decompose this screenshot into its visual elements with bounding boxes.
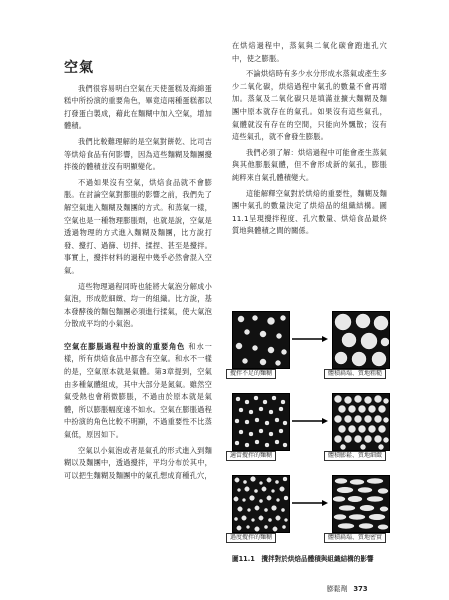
arrow-icon — [292, 336, 328, 342]
section-title: 空氣 — [64, 60, 94, 76]
paragraph: 這些物理過程同時也能將大氣泡分解成小氣泡，形成乾細緻、均一的組織。比方說，基本發酵後的麵包麵團必須進行揉氣，使大氣泡分散成平均的小氣泡。 — [64, 281, 212, 329]
figure-label: 體積扁塌、質地密實 — [324, 533, 386, 543]
figure-caption: 圖11.1 攪拌對於烘焙品體積與組織結構的影響 — [232, 555, 374, 563]
paragraph: 這能解釋空氣對於烘焙的重要性，麵糊及麵團中氣孔的數量決定了烘焙品的組織結構。圖11.1呈現攪拌程度、孔穴數量、烘焙食品最終質地與體積之間的關係。 — [232, 188, 387, 236]
left-column — [64, 40, 212, 485]
paragraph: 在烘焙過程中，蒸氣與二氧化碳會跑進孔穴中，使之膨脹。 — [232, 41, 387, 63]
page-number: 373 — [353, 585, 368, 593]
figure-row-undermixed — [232, 303, 392, 385]
right-column — [232, 40, 387, 241]
figure-row-overmixed — [232, 467, 392, 549]
paragraph: 不論烘焙時有多少水分形成水蒸氣或產生多少二氧化碳，烘焙過程中氣孔的數量不會再增加。蒸氣及二氧化碳只是填滿並擴大麵糊及麵團中原本就存在的氣孔。如果沒有這些氣孔，氣體就沒有存在的空間，只能向外飄散；沒有這些氣孔，就不會發生膨脹。 — [232, 69, 387, 142]
arrow-icon — [292, 500, 328, 506]
paragraph: 我們很容易明白空氣在天使蛋糕及海綿蛋糕中所扮演的重要角色，畢竟這兩種蛋糕都以打發蛋白製成，藉此在麵糊中加入空氣，增加體積。 — [64, 83, 212, 131]
figure-label: 適當攪拌的麵糊 — [226, 451, 276, 461]
figure-11-1 — [232, 303, 392, 549]
cake-crumb-image — [332, 393, 390, 451]
paragraph: 我們必須了解：烘焙過程中可能會產生蒸氣與其他膨脹氣體，但不會形成新的氣孔，膨脹純粹來自氣孔體積變大。 — [232, 147, 387, 182]
figure-label: 攪拌不足的麵糊 — [226, 369, 276, 379]
batter-cells-image — [232, 393, 290, 451]
figure-label: 體積膨鬆、質地細緻 — [324, 451, 386, 461]
paragraph: 我們比較難理解的是空氣對餅乾、比司吉等烘焙食品有何影響，因為這些麵糊及麵團攪拌後的體積並沒有明顯變化。 — [64, 136, 212, 172]
batter-cells-image — [232, 475, 290, 533]
figure-label: 過度攪拌的麵糊 — [226, 533, 276, 543]
paragraph: 空氣以小氣泡或者是氣孔的形式進入到麵糊以及麵團中，透過攪拌，平均分布於其中，可以把生麵糊及麵團中的氣孔想成育種孔穴， — [64, 445, 212, 480]
figure-label: 體積扁塌、質地粗糙 — [324, 369, 386, 379]
cake-crumb-image — [332, 475, 390, 533]
arrow-icon — [292, 418, 328, 424]
batter-cells-image — [232, 311, 290, 369]
subsection-heading: 空氣在膨脹過程中扮演的重要角色 — [64, 341, 186, 351]
paragraph: 不過如果沒有空氣，烘焙食品就不會膨脹。在討論空氣對膨脹的影響之前，我們先了解空氣進入麵糊及麵團的方式。和蒸氣一樣，空氣也是一種物理膨脹劑，也就是說，空氣是透過物理的方式進入麵糊及麵團，比方說打發、攪打、過篩、切拌、揉捏、甚至是攪拌。事實上，攪拌材料的過程中幾乎必然會混入空氣。 — [64, 177, 212, 275]
page-footer — [327, 583, 368, 593]
figure-row-properly-mixed — [232, 385, 392, 467]
cake-crumb-image — [332, 311, 390, 369]
subsection-paragraph — [64, 341, 212, 442]
running-head: 膨鬆劑 — [327, 585, 348, 593]
subsection-text: 和水一樣，所有烘焙食品中都含有空氣。和水不一樣的是，空氣原本就是氣體。第3章提到，空氣由多種氣體組成，其中大部分是氮氣。雖然空氣受熱也會稍微膨脹，不過由於原本就是氣體，所以膨脹幅度遠不如水。空氣在膨脹過程中扮演的角色比較不明顯，不過重要性不比蒸氣低，原因如下。 — [64, 341, 212, 440]
